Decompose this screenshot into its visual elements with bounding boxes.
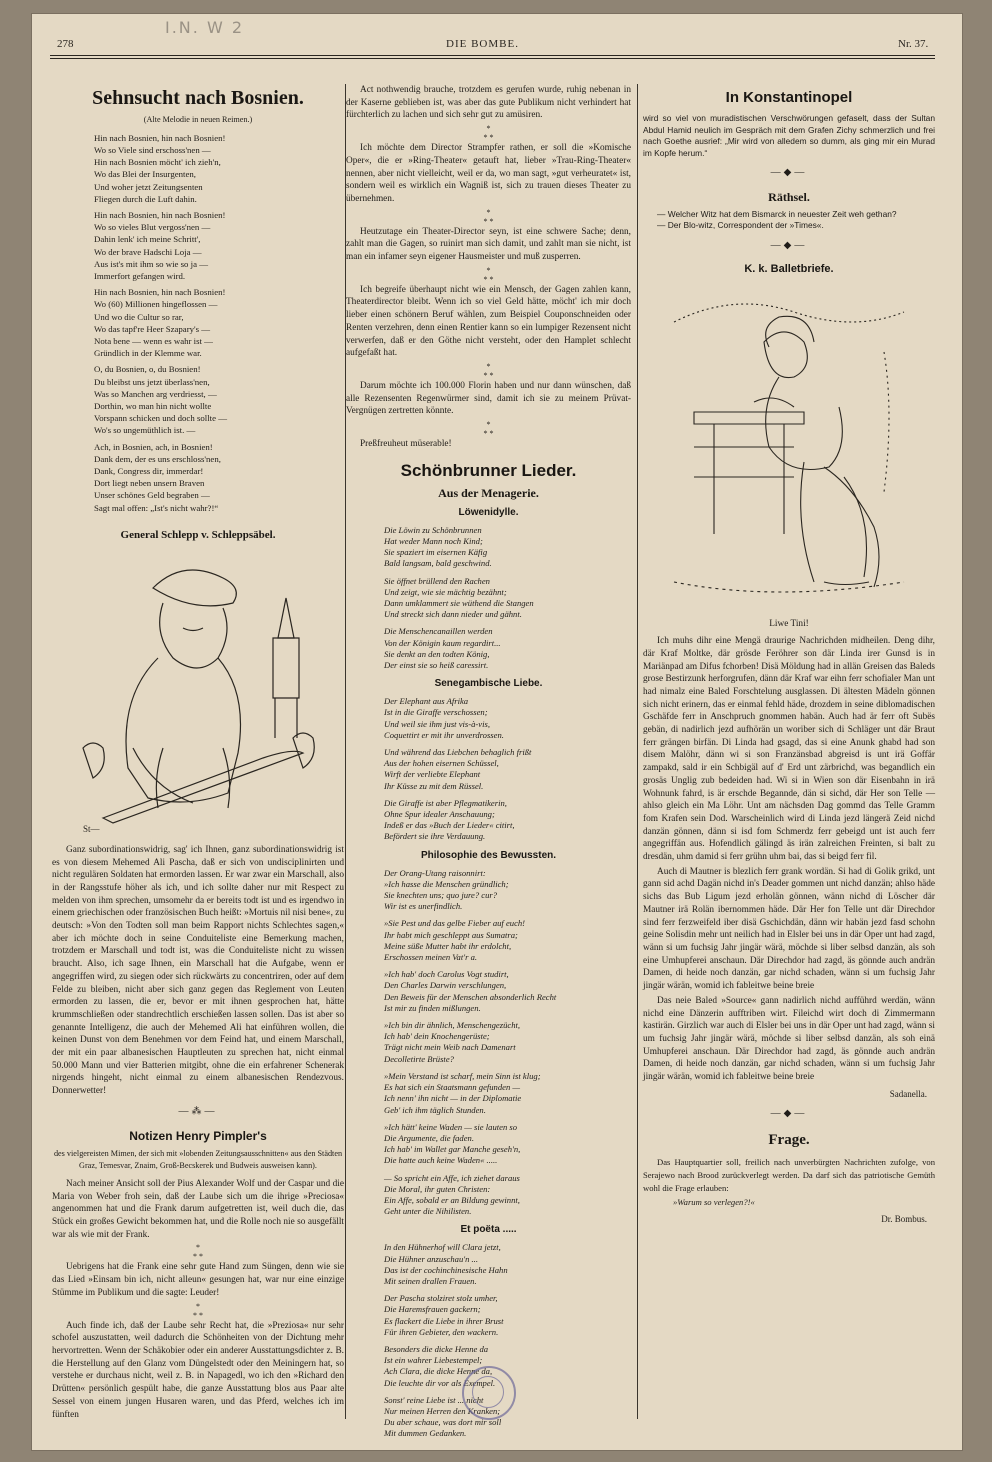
poem-line: »Sie Pest und das gelbe Fieber auf euch! [384,918,526,929]
poem-line: Sonst' reine Liebe ist ... nicht [384,1394,484,1405]
poem-line: Hin nach Bosnien möcht' ich zieh'n, [94,157,221,168]
poem-line: Dank dem, der es uns erschloss'nen, [94,453,221,464]
poem-line: Meine süße Mutter habt ihr erdolcht, [384,940,512,951]
letter-paragraph: Ich muhs dihr eine Mengä draurige Nachrichden midheilen. Deng dihr, där Kraf Moltke, där grösde Feröhrer son där Linda irer Gunsd is in Mariänpad am Difus fchorben! Disä Möldung had in allän Greisen das Baleds grose Bestirzunk herforgrufen, dänn där Kraf war eihn ferr schofialer Man unt had nimalz eine Baled Forschtelung ausglassen. Di ältesten Mädeln gönnen sich nicht erinern, das er einmal fehld häde, drozdem in seine diblomadischen Gschäfde ferr in Anschpruch gnommen habän. Auch had är ferr oft Subës gebän, di nadirlich jezd aufhörän un woriber sich di Schläger unt där Braut ferr grängen birfän. Di Linda had gsagd, das si eine Anunk ghabd had son disem Malöhr, dänn wi si son Franzänsbad abgreisd is unt irä Goffär zampakd, sald ir ein Schbigäl auf d' Erd unt zärbrichd, was begandlich ein grosäs Unglig zub bedeiden had. Wi si in Wien son där Eisenbahn in irä Wohnunk fahrd, is är erschde Begannde, dän si sichd, där Her son Telle — ahlso gleich ein Ma Löhr. Unt am nächsden Dag gommd das Telle Gramm fom Krafen sein Dod. Warscheinlich wird di Linda jezd längerä Zeid nichd danzän gönnen, dänn si isd fom Schmerdz ferr gebeigd unt ist auch ferr angegriffän aus. Hofendlich gälingd äs irän zalreichen Freinten, si balt zu dresdän, uhm damid si ferr grühn uhm bai, das si beigd ferr fil. [643,636,935,863]
poem-line: Wo das tapf're Heer Szapary's — [94,323,211,334]
poem-stanza [52,441,344,514]
poem-line: Immerfort gefangen wird. [94,270,186,281]
poem-line: Wir ist es unerfindlich. [384,901,463,912]
poem-line: Der Orang-Utang raisonnirt: [384,867,486,878]
poem-stanza [346,525,631,570]
poem-heading: Senegambische Liebe. [434,678,543,690]
poem-line: Aus der hohen eisernen Schüssel, [384,758,499,769]
poem-stanza [346,1020,631,1065]
poem-line: Bald langsam, bald geschwind. [384,558,492,569]
poem-line: Das ist der cochinchinesische Hahn [384,1264,508,1275]
poem-stanza [52,363,344,436]
poem-stanza [346,696,631,741]
poem-line: Die Löwin zu Schönbrunnen [384,524,482,535]
article-paragraph: Heutzutage ein Theater-Director seyn, ist eine schwere Sache; denn, zahlt man die Gagen, so ruinirt man sich damit, und zahlt man sie nicht, ist man ein infamer seyn eigener Hausmeister und muß zusperren. [346,226,631,263]
poem-line: Wo's so ungemüthlich ist. — [94,425,196,436]
poem-line: Und zeigt, wie sie mächtig bezähnt; [384,586,507,597]
question-signature: Dr. Bombus. [881,1213,927,1224]
letter-signature: Sadanella. [889,1088,927,1099]
poem-line: Der Pascha stolziret stolz umher, [384,1293,498,1304]
poem-line: Wo (60) Millionen hingeflossen — [94,299,218,310]
poem-line: Ohne Spur idealer Anschauung; [384,809,495,820]
poem-line: Erschossen meinen Vat'r a. [384,952,478,963]
ornament-divider: —⁂— [178,1105,218,1117]
column-1 [52,84,344,1424]
poem-line: Geb' ich ihm täglich Stunden. [384,1104,486,1115]
asterisk-divider: * * * [483,420,494,439]
article-title: Sehnsucht nach Bosnien. [92,87,304,109]
article-subtitle: Aus der Menagerie. [438,485,539,500]
article-paragraph: Preßfreuheut müserable! [360,439,452,450]
poem-line: Ist in die Giraffe verschossen; [384,707,488,718]
poem-line: Dann umklammert sie wüthend die Stangen [384,597,534,608]
column-3 [643,84,935,1424]
poem-line: Ihr Küsse zu mit dem Rüssel. [384,780,484,791]
question-text: Das Hauptquartier soll, freilich nach unverbürgten Nachrichten zufolge, von Serajewo nach Brood zurückverlegt werden. Da darf sich das patriotische Gemüth wohl die Frage erlauben: [643,1157,935,1193]
poem-line: Die hatte auch keine Waden« ..... [384,1155,498,1166]
poem-line: Wo der brave Hadschi Loja — [94,246,202,257]
asterisk-divider: * * * [483,265,494,284]
poem-line: Die Hühner anzuschau'n ... [384,1253,478,1264]
page-number: 278 [57,38,74,50]
ornament-divider: —◆— [770,167,808,178]
poem-stanza [52,132,344,205]
article-paragraph: Ganz subordinationswidrig, sag' ich Ihnen, ganz subordinationswidrig ist es von diesem Mehemed Ali Pascha, daß er sich von undisciplinirten und nicht regulären Soldaten hat ermorden lassen. Er war zwar ein Marschall, also in der Rangsstufe höher als ich, und ich sollte daher nur mit Respect zu melden von ihm sprechen, umsomehr da er bereits todt ist und es irgendwo in einem griechischen oder französischen Buch heißt: »Mortuis nil nisi bene«, zu deutsch: »Von den Todten soll man beim Rapport nichts Schlechtes sagen,« aber ich möchte doch in seine Conduiteliste eine Bemerkung machen, trotzdem er Marschall und todt ist, was die Conduiteliste nicht zu wissen braucht. Also, ich sage Ihnen, ein Marschall hat die Aufgabe, wenn er angegriffen wird, zu siegen oder sich rückwärts zu concentriren, oder auf dem Felde zu bleiben, nicht aber sich ganz gegen das Reglement von Leuten ermorden zu lassen, die er, bevor er mit ihnen gesprochen hat, hätte krummschließen oder standrechtlich erschießen lassen sollen. Das ist aber so genannte Intelligenz, die auch der Mehemed Ali hat einführen wollen, die keinen Dunst von dem Benehmen vor dem Feind hat, und einem Marschall, der mit ein paar albanesischen Hauptleuten zu sprechen hat, nicht einmal 50.000 Mann und vier Batterien mitgibt, ohne die ein erfahrener Schenerak nirgends hingeht, nicht einmal zu einem albanesischen Rendezvous. Donnerwetter! [52,844,344,1097]
poem-line: Und während das Liebchen behaglich frißt [384,747,532,758]
poem-line: Den Charles Darwin verschlungen, [384,980,507,991]
article-text: wird so viel von muradistischen Verschwörungen gefaselt, dass der Sultan Abdul Hamid neulich im Gespräch mit dem Grafen Zichy schmerzlich und frei nach Goethe ausrief: „Mir wird von alledem so dumm, als ging mir ein Murad im Kopfe herum.“ [643,113,935,158]
poem-stanza [346,798,631,843]
poem-line: Ihr habt mich geschleppt aus Sumatra; [384,929,518,940]
svg-text:St—: St— [83,823,100,834]
article-title: Notizen Henry Pimpler's [129,1128,267,1143]
poem-line: Ach, in Bosnien, ach, in Bosnien! [94,441,213,452]
poem-line: Decolletirte Brüste? [384,1053,454,1064]
poem-stanza [346,747,631,792]
poem-line: Fliegen durch die Luft dahin. [94,193,197,204]
library-stamp [462,1366,516,1420]
poem-line: Was so Manchen arg verdriesst, — [94,388,217,399]
poem-line: Sagt mal offen: „Ist's nicht wahr?!“ [94,502,219,513]
asterisk-divider: * * * [483,207,494,226]
poem-line: Wo so Viele sind erschoss'nen — [94,144,211,155]
article-paragraph: Nach meiner Ansicht soll der Pius Alexander Wolf und der Caspar und die Maria von Weber froh sein, daß der Laube sich um die ihrige »Preciosa« angenommen hat und die Frank darum aufgetretten ist, weil duch die, das Stück ein großes Gewicht bekommen hat, und die Rolle noch nie so ausgefällt war als wie mit der Frank. [52,1178,344,1240]
poem-line: Die Giraffe ist aber Pflegmatikerin, [384,797,507,808]
article-paragraph: Uebrigens hat die Frank eine sehr gute Hand zum Süngen, denn wie sie das Lied »Einsam bin ich, nicht alleun« gesungen hat, war nur eine einzige Stümme im Publikum und die sagte: Leuder! [52,1262,344,1298]
header-rule-2 [50,58,935,59]
asterisk-divider: * * * [483,124,494,143]
article-subtitle: des vielgereisten Mimen, der sich mit »lobenden Zeitungsausschnitten« aus den Städten Graz, Temesvar, Znaim, Groß-Becskerek und Budweis ausweisen kann). [53,1148,343,1171]
poem-line: Hin nach Bosnien, hin nach Bosnien! [94,132,226,143]
poem-heading: Philosophie des Bewussten. [420,849,557,861]
poem-line: Dorthin, wo man hin nicht wollte [94,400,212,411]
ballerina-writing-illustration [654,282,924,612]
poem-line: Und woher jetzt Zeitungsenten [94,181,203,192]
newspaper-title: DIE BOMBE. [446,38,519,50]
poem-stanza [346,868,631,913]
asterisk-divider: * * * [483,361,494,380]
poem-line: Es hat sich ein Staatsmann gefunden — [384,1082,521,1093]
poem-line: Nota bene — wenn es wahr ist — [94,335,213,346]
poem-stanza [346,1071,631,1116]
article-paragraph: Ich begreife überhaupt nicht wie ein Mensch, der Gagen zahlen kann, Theaterdirector bleibt. Wenn ich so viel Geld hätte, möcht' ich mir doch lieber einen schönern Beruf wählen, zum Beispiel Couponschneiden oder Renten verzehren, denn einen Rentier kann so ein lumpiger Rezensent nicht verwerfen, daß er den Göthe nicht versteht, oder den Hamplet schlecht aufgefaßt hat. [346,284,631,359]
poem-line: »Mein Verstand ist scharf, mein Sinn ist klug; [384,1070,541,1081]
poem-line: Dank, Congress dir, immerdar! [94,465,204,476]
poem-stanza [346,1293,631,1338]
poem-line: Ich hab' dein Knochengerüste; [384,1031,490,1042]
poem-line: Hin nach Bosnien, hin nach Bosnien! [94,287,226,298]
poem-line: Und streckt sich dann nieder und gähnt. [384,609,522,620]
letter-salutation: Liwe Tini! [769,619,809,630]
riddle-answer: — Der Blo-witz, Correspondent der »Times«. [657,220,824,231]
poem-line: Besonders die dicke Henne da [384,1343,489,1354]
poem-line: Ist mir zu finden mißlungen. [384,1002,481,1013]
poem-line: Die leuchte dir vor als Exempel. [384,1377,496,1388]
poem-stanza [52,209,344,282]
poem-line: Der Elephant aus Afrika [384,696,469,707]
poem-line: — So spricht ein Affe, ich ziehet daraus [384,1172,520,1183]
article-title: In Konstantinopel [725,89,853,106]
article-title: Schönbrunner Lieder. [400,460,577,480]
poem-line: Hat weder Mann noch Kind; [384,535,483,546]
letter-paragraph: Das neie Baled »Source« gann nadirlich nichd aufführd werdän, wänn nichd eine Dänzerin aufftriben wirt. Fileichd wirt doch di Zimmermann kastirän. Girzlich war auch di Elsler bei uns in där Oper unt had zagd, wänn si um fuchsig Jahr jingär wärä, möchde si liber selbsd danzän, als soh einä Umhupferei anschaun. Där Direchdor had zagd, äs gönnde auch andrän Damen, di heide noch danzän, gar nichd schaden, wänn si um fuchsig Jahr jingär wärän, womid ich fableitwe beine breie [643,995,935,1083]
article-paragraph: Darum möchte ich 100.000 Florin haben und nur dann wünschen, daß alle Rezensenten Regenwürmer sind, damit ich sie zu meinem Prüvat-Vergnügen zertretten könnte. [346,380,631,417]
poem-stanza [346,1173,631,1218]
poem-line: »Ich hätt' keine Waden — sie lauten so [384,1121,518,1132]
header-rule [50,55,935,56]
poem-line: Den Beweis für der Menschen absonderlich Recht [384,991,557,1002]
poem-line: Die Haremsfrauen gackern; [384,1304,481,1315]
poem-line: Von der Königin kaum regardirt... [384,637,501,648]
poem-line: Du bleibst uns jetzt überlass'nen, [94,376,210,387]
poem-stanza [346,1242,631,1287]
letter-paragraph: Auch di Mautner is blezlich ferr grank wordän. Si had di Golik grikd, unt gann sid achd Dagän nichd in's Deader gommen unt nichd danzän; ahlso häde sichs das Bub Ligum jezd erholän gönnen, wänn nichd di Löscher där Mautner irä Rolän ibernommen häde. Där Her fon Telle unt där Direchdor sind ferr ferzweifeld iber disä Gschichdän, dänn wir habän jezd fasd schohn geine Solisdin mehr unt neilich had in Elsler bei uns in där Oper unt had zagd, wänn si um fuchsig Jahr jingär wärä, möchde si liber selbsd danzän, als soh eine Umhupferei anschaun. Där Direchdor had zagd, äs gönnde auch andrän Damen, di heide noch danzän, gar nichd schaden, wänn si um fuchsig Jahr jingär wärän, womid ich fableitwe beine breie [643,866,935,992]
poem-line: Ich hab' im Wallet gar Manche geseh'n, [384,1144,521,1155]
poem-line: Geht unter die Nihilisten. [384,1206,472,1217]
poem-line: Dahin lenk' ich meine Schritt', [94,234,201,245]
poem-line: In den Hühnerhof will Clara jetzt, [384,1242,501,1253]
issue-number: Nr. 37. [898,38,929,50]
poem-line: Wo so vieles Blut vergoss'nen — [94,222,211,233]
poem-line: »Ich hasse die Menschen gründlich; [384,878,509,889]
poem-line: Der einst sie so heiß caressirt. [384,660,489,670]
poem-line: Trägt nicht mein Weib nach Damenart [384,1042,516,1053]
pencil-annotation: I.N. W 2 [165,18,245,37]
poem-stanza [52,286,344,359]
question-title: Frage. [768,1132,810,1149]
column-divider [637,84,638,1419]
poem-line: »Ich hab' doch Carolus Vogt studirt, [384,969,509,980]
poem-line: Wo das Blei der Insurgenten, [94,169,196,180]
poem-stanza [346,626,631,671]
article-title: K. k. Balletbriefe. [744,263,834,276]
article-title: General Schlepp v. Schleppsäbel. [120,528,276,541]
poem-line: Für ihren Gebieter, den wackern. [384,1326,499,1337]
poem-stanza [346,918,631,963]
poem-line: Mit dummen Gedanken. [384,1428,467,1439]
poem-line: Dort liegt neben unsern Braven [94,478,205,489]
poem-stanza [346,969,631,1014]
poem-line: Ach Clara, die dicke Henne da, [384,1366,493,1377]
article-subtitle: (Alte Melodie in neuen Reimen.) [143,115,253,124]
poem-heading: Et poëta ..... [460,1224,517,1236]
general-caricature-illustration [63,548,333,838]
article-paragraph: Auch finde ich, daß der Laube sehr Recht hat, die »Preziosa« nur sehr schofel auszustatten, weil dadurch die Schönheiten von der Dichtung mehr hervortretten. Wenn der Schäkobier oder ein anderer Ausstattungsdichter z. B. die Herstellung auf den Glanz vom Düngelstedt oder den Meiningern hat, so verstehe er durchaus nicht, weil z. B. in Napagedl, wo ich den »Richard den Drütten« persönlich gespült habe, die ganze Ausstattung blos aus Paar alte Sessel von einem jungen Husaren waren, und das Pferd, welches ich im fünften [52,1320,344,1420]
asterisk-divider: * * * [193,1301,203,1320]
poem-line: Sie öffnet brüllend den Rachen [384,575,490,586]
poem-stanza [346,1122,631,1167]
poem-line: Es flackert die Liebe in ihrer Brust [384,1315,504,1326]
ornament-divider: —◆— [770,1108,808,1120]
ornament-divider: —◆— [770,239,808,251]
poem-line: O, du Bosnien, o, du Bosnien! [94,364,201,375]
article-paragraph: Act nothwendig brauche, trotzdem es gerufen wurde, ruhig nebenan in der Kaserne geblieben ist, was aber das gute Publikum nicht verhindert hat fürchterlich zu lachen und sich sehr gut zu amüsiren. [346,85,631,121]
column-2 [346,84,631,1439]
poem-line: Ich nenn' ihn nicht — in der Diplomatie [384,1093,522,1104]
poem-line: Unser schönes Geld begraben — [94,490,210,501]
poem-line: Gründlich in der Klemme war. [94,348,202,359]
poem-line: Die Moral, ihr guten Christen: [384,1183,491,1194]
article-paragraph: Ich möchte dem Director Strampfer rathen, er soll die »Komische Oper«, die er »Ring-Theater« getauft hat, lieber »Trau-Ring-Theater« nennen, aber nicht vielleicht, weil er da, wo man sagt, »gut verheuratet« ist, sondern weil es wirklich ein Wagniß ist, sich zu trauen dieses Theater zu übernehmen. [346,143,631,204]
poem-line: Aus ist's mit ihm so wie so ja — [94,258,208,269]
poem-stanza [346,576,631,621]
poem-line: Du aber schaue, was dort mir soll [384,1417,502,1428]
poem-line: Vorspann schicken und doch sollte — [94,413,227,424]
poem-line: Sie spaziert im eisernen Käfig [384,547,488,558]
poem-line: Wirft der verliebte Elephant [384,769,481,780]
poem-line: Die Argumente, die faden. [384,1132,474,1143]
poem-line: Befördert sie ihre Verdauung. [384,831,486,842]
poem-line: Indeß er das »Buch der Lieder« citirt, [384,820,515,831]
poem-line: Ist ein wahrer Liebestempel; [384,1355,483,1366]
poem-line: Hin nach Bosnien, hin nach Bosnien! [94,209,226,220]
poem-heading: Löwenidylle. [458,506,519,518]
poem-line: Sie knechten uns; quo jure? cur? [384,890,498,901]
poem-line: Und weil sie ihm just vis-à-vis, [384,718,490,729]
riddle-question: — Welcher Witz hat dem Bismarck in neuester Zeit weh gethan? [657,208,897,219]
question-quote: »Warum so verlegen?!« [673,1197,755,1208]
riddle-title: Räthsel. [768,189,810,204]
poem-line: Und wo die Cultur so rar, [94,311,184,322]
poem-line: Die Menschencanaillen werden [384,626,493,637]
poem-line: Sie denkt an den todten König, [384,648,490,659]
poem-line: Coquettirt er mit ihr unverdrossen. [384,729,504,740]
poem-line: Nur meinen Herren den Kranken; [384,1405,501,1416]
poem-line: »Ich bin dir ähnlich, Menschengezücht, [384,1020,521,1031]
poem-line: Mit seinen drallen Frauen. [384,1275,477,1286]
asterisk-divider: * * * [193,1243,203,1262]
poem-line: Ein Affe, sobald er an Bildung gewinnt, [384,1194,520,1205]
